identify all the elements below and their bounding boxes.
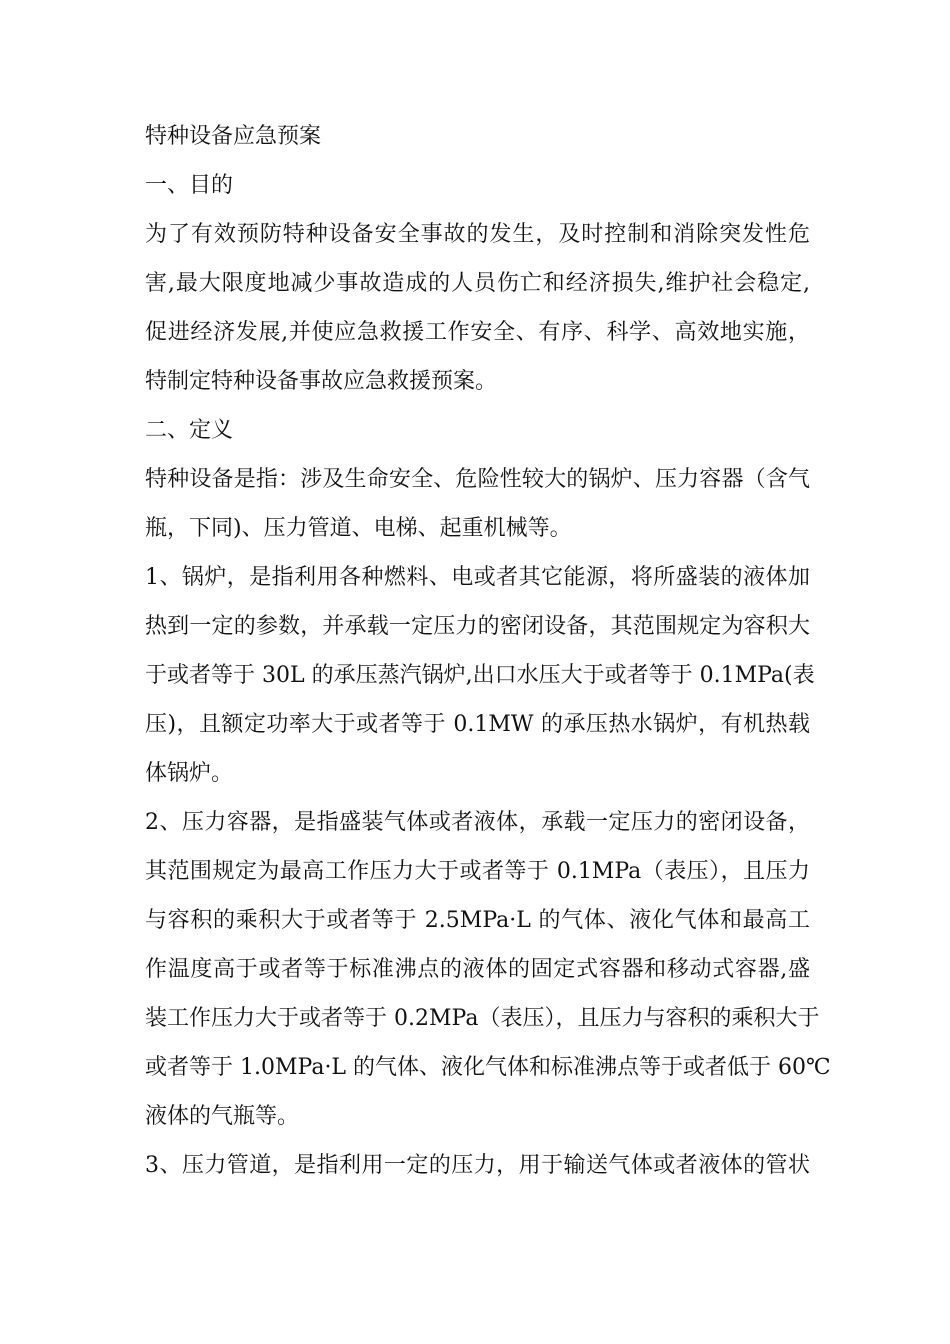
text-line: 为了有效预防特种设备安全事故的发生，及时控制和消除突发性危 <box>145 222 810 247</box>
document-page <box>145 112 831 1190</box>
text-line: 热到一定的参数，并承载一定压力的密闭设备，其范围规定为容积大 <box>145 614 810 639</box>
paragraph-pressure-pipeline <box>145 1141 810 1190</box>
section-heading-purpose: 一、目的 <box>145 173 234 198</box>
paragraph-boiler <box>145 553 815 798</box>
paragraph-definition <box>145 455 810 553</box>
text-line: 装工作压力大于或者等于 0.2MPa（表压），且压力与容积的乘积大于 <box>145 1006 820 1031</box>
text-line: 瓶，下同)、压力管道、电梯、起重机械等。 <box>145 516 572 541</box>
text-line: 压)，且额定功率大于或者等于 0.1MW 的承压热水锅炉，有机热载 <box>145 712 810 737</box>
document-title: 特种设备应急预案 <box>145 124 322 149</box>
text-line: 液体的气瓶等。 <box>145 1104 300 1129</box>
text-line: 于或者等于 30L 的承压蒸汽锅炉,出口水压大于或者等于 0.1MPa(表 <box>145 663 815 688</box>
text-line: 特种设备是指：涉及生命安全、危险性较大的锅炉、压力容器（含气 <box>145 467 810 492</box>
paragraph-pressure-vessel <box>145 798 831 1141</box>
text-line: 1、锅炉，是指利用各种燃料、电或者其它能源，将所盛装的液体加 <box>145 565 810 590</box>
text-line: 体锅炉。 <box>145 761 234 786</box>
section-heading-definition: 二、定义 <box>145 418 234 443</box>
text-line: 3、压力管道，是指利用一定的压力，用于输送气体或者液体的管状 <box>145 1153 810 1178</box>
text-line: 害,最大限度地减少事故造成的人员伤亡和经济损失,维护社会稳定, <box>145 271 810 296</box>
text-line: 特制定特种设备事故应急救援预案。 <box>145 369 498 394</box>
text-line: 与容积的乘积大于或者等于 2.5MPa·L 的气体、液化气体和最高工 <box>145 908 810 933</box>
text-line: 2、压力容器，是指盛装气体或者液体，承载一定压力的密闭设备， <box>145 810 810 835</box>
text-line: 或者等于 1.0MPa·L 的气体、液化气体和标准沸点等于或者低于 60℃ <box>145 1055 831 1080</box>
text-line: 作温度高于或者等于标准沸点的液体的固定式容器和移动式容器,盛 <box>145 957 810 982</box>
text-line: 促进经济发展,并使应急救援工作安全、有序、科学、高效地实施， <box>145 320 810 345</box>
paragraph-purpose <box>145 210 810 406</box>
text-line: 其范围规定为最高工作压力大于或者等于 0.1MPa（表压），且压力 <box>145 859 810 884</box>
